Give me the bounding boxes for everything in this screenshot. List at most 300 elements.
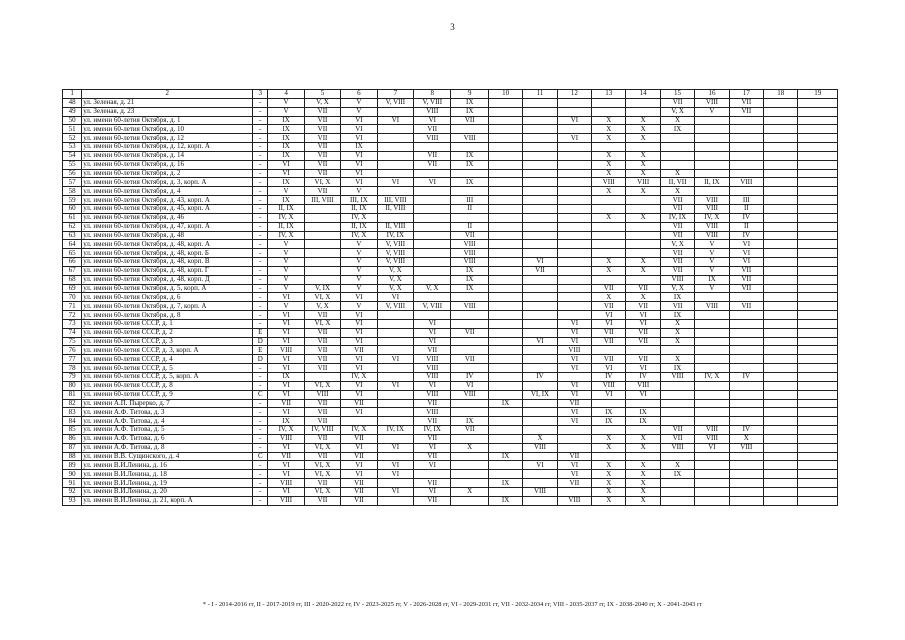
table-cell	[488, 390, 522, 399]
table-cell	[377, 452, 413, 461]
table-cell	[695, 134, 729, 143]
address-cell: ул. имени 60-летия Октября, д. 48, корп. Г	[82, 266, 253, 275]
table-cell	[523, 496, 557, 505]
table-cell: X	[626, 461, 660, 470]
table-cell	[695, 346, 729, 355]
table-cell	[488, 346, 522, 355]
table-cell: VIII	[729, 178, 763, 187]
table-cell	[488, 293, 522, 302]
table-cell	[592, 98, 626, 107]
table-cell	[523, 134, 557, 143]
table-cell: VII	[304, 151, 340, 160]
table-cell	[523, 187, 557, 196]
table-cell: IX	[268, 373, 304, 382]
table-cell: VII	[660, 426, 694, 435]
table-cell: VII	[451, 328, 488, 337]
table-row	[63, 134, 838, 143]
table-cell	[729, 390, 763, 399]
table-cell: VI	[557, 417, 591, 426]
table-cell: IV, X	[268, 231, 304, 240]
table-cell: VIII	[451, 390, 488, 399]
table-cell: VIII	[304, 390, 340, 399]
row-number-cell: 54	[63, 151, 82, 160]
table-cell	[557, 258, 591, 267]
table-cell: VI	[557, 337, 591, 346]
table-cell: VI	[523, 461, 557, 470]
table-cell	[592, 222, 626, 231]
table-row	[63, 417, 838, 426]
table-cell: II, VIII	[377, 204, 413, 213]
table-cell: X	[660, 116, 694, 125]
table-cell: IV	[729, 213, 763, 222]
table-cell: VIII	[626, 178, 660, 187]
table-cell	[729, 408, 763, 417]
table-cell	[488, 302, 522, 311]
table-cell	[729, 487, 763, 496]
table-cell: VI	[626, 311, 660, 320]
table-cell: VI	[268, 408, 304, 417]
table-cell: VII	[729, 275, 763, 284]
table-cell	[764, 346, 798, 355]
table-cell	[660, 452, 694, 461]
table-cell	[764, 426, 798, 435]
table-cell: V, IX	[304, 284, 340, 293]
table-cell: X	[626, 496, 660, 505]
table-row	[63, 196, 838, 205]
table-cell: VIII	[557, 346, 591, 355]
table-cell	[764, 169, 798, 178]
table-cell	[729, 311, 763, 320]
table-cell	[592, 275, 626, 284]
table-cell	[557, 231, 591, 240]
table-cell: VI	[557, 461, 591, 470]
table-cell: VII	[304, 496, 340, 505]
table-cell: V, VIII	[377, 302, 413, 311]
table-cell: VI	[414, 461, 451, 470]
table-cell: -	[253, 487, 268, 496]
table-cell	[488, 222, 522, 231]
table-cell	[764, 134, 798, 143]
table-cell	[798, 222, 838, 231]
table-cell	[523, 249, 557, 258]
table-cell	[523, 346, 557, 355]
row-number-cell: 65	[63, 249, 82, 258]
table-cell	[660, 381, 694, 390]
table-cell: VII	[592, 302, 626, 311]
table-cell	[764, 381, 798, 390]
table-cell: VI	[557, 381, 591, 390]
table-cell: VI	[268, 364, 304, 373]
row-number-cell: 85	[63, 426, 82, 435]
table-cell	[626, 98, 660, 107]
column-header: 10	[488, 90, 522, 99]
table-cell	[695, 408, 729, 417]
table-cell: VII	[341, 496, 377, 505]
table-cell: V	[268, 302, 304, 311]
table-cell	[414, 258, 451, 267]
table-row	[63, 355, 838, 364]
column-header: 12	[557, 90, 591, 99]
row-number-cell: 62	[63, 222, 82, 231]
table-cell	[764, 337, 798, 346]
table-cell	[798, 196, 838, 205]
table-cell: X	[451, 487, 488, 496]
table-cell: X	[626, 266, 660, 275]
table-cell	[660, 346, 694, 355]
table-cell	[557, 443, 591, 452]
table-cell: X	[451, 443, 488, 452]
table-cell	[695, 461, 729, 470]
table-cell: X	[626, 160, 660, 169]
table-cell: II	[451, 222, 488, 231]
table-cell	[695, 355, 729, 364]
table-cell: IX	[451, 417, 488, 426]
row-number-cell: 93	[63, 496, 82, 505]
table-cell	[764, 434, 798, 443]
table-cell: VII	[660, 231, 694, 240]
table-cell	[695, 169, 729, 178]
table-cell: VII	[414, 452, 451, 461]
table-cell	[377, 143, 413, 152]
table-cell	[488, 240, 522, 249]
table-cell: VI	[268, 461, 304, 470]
table-cell	[764, 390, 798, 399]
table-cell: VII	[304, 346, 340, 355]
table-cell	[488, 328, 522, 337]
table-cell: IX	[592, 408, 626, 417]
table-row	[63, 373, 838, 382]
table-cell	[523, 293, 557, 302]
column-header: 15	[660, 90, 694, 99]
table-cell: IX	[488, 496, 522, 505]
table-cell	[729, 461, 763, 470]
table-cell: VII	[341, 346, 377, 355]
table-cell: -	[253, 213, 268, 222]
table-cell	[557, 373, 591, 382]
table-cell	[488, 487, 522, 496]
table-cell: VI	[626, 319, 660, 328]
table-cell	[729, 293, 763, 302]
table-cell	[523, 125, 557, 134]
table-cell	[729, 116, 763, 125]
table-cell: IX	[268, 417, 304, 426]
table-cell: VII	[304, 125, 340, 134]
table-cell: VII	[304, 337, 340, 346]
address-cell: ул. имени 60-летия Октября, д. 48, корп. В	[82, 258, 253, 267]
address-cell: ул. имени 60-летия Октября, д. 7, корп. А	[82, 302, 253, 311]
table-cell: VI, X	[304, 443, 340, 452]
table-cell: VIII	[414, 355, 451, 364]
table-row	[63, 107, 838, 116]
table-cell: E	[253, 346, 268, 355]
table-cell	[729, 364, 763, 373]
table-cell: V	[341, 240, 377, 249]
table-cell	[764, 222, 798, 231]
page-number: 3	[450, 22, 455, 32]
table-cell	[592, 196, 626, 205]
table-cell	[764, 187, 798, 196]
table-cell: VIII	[451, 249, 488, 258]
table-cell: VII	[268, 399, 304, 408]
table-cell	[414, 196, 451, 205]
table-cell	[626, 346, 660, 355]
address-cell: ул. имени 60-летия СССР, д. 5, корп. А	[82, 373, 253, 382]
table-cell	[523, 381, 557, 390]
table-cell	[798, 426, 838, 435]
table-cell: V	[268, 275, 304, 284]
table-cell: V	[268, 266, 304, 275]
table-cell	[695, 311, 729, 320]
table-cell	[695, 452, 729, 461]
table-cell: V	[268, 258, 304, 267]
table-cell	[798, 328, 838, 337]
table-cell: X	[592, 125, 626, 134]
table-cell: V, X	[377, 266, 413, 275]
table-cell	[557, 266, 591, 275]
row-number-cell: 92	[63, 487, 82, 496]
table-cell: VI, IX	[523, 390, 557, 399]
row-number-cell: 50	[63, 116, 82, 125]
table-cell	[377, 364, 413, 373]
table-cell: VII	[626, 328, 660, 337]
table-cell: IX	[451, 107, 488, 116]
table-cell: VIII	[268, 346, 304, 355]
table-cell: -	[253, 293, 268, 302]
address-cell: ул. имени 60-летия Октября, д. 48	[82, 231, 253, 240]
table-cell	[798, 187, 838, 196]
table-cell	[414, 293, 451, 302]
table-cell	[660, 487, 694, 496]
address-cell: ул. имени 60-летия СССР, д. 5	[82, 364, 253, 373]
table-cell	[488, 364, 522, 373]
column-header: 2	[82, 90, 253, 99]
table-cell	[592, 346, 626, 355]
table-cell: -	[253, 311, 268, 320]
table-cell	[304, 258, 340, 267]
table-cell: VIII	[523, 487, 557, 496]
table-cell: VIII	[592, 178, 626, 187]
address-cell: ул. имени 60-летия СССР, д. 2	[82, 328, 253, 337]
table-cell	[729, 160, 763, 169]
address-cell: ул. имени 60-летия Октября, д. 43, корп. А	[82, 196, 253, 205]
row-number-cell: 90	[63, 470, 82, 479]
table-cell	[660, 496, 694, 505]
table-cell	[798, 381, 838, 390]
table-cell	[729, 470, 763, 479]
table-cell: VI	[341, 461, 377, 470]
table-cell	[798, 496, 838, 505]
table-cell	[377, 408, 413, 417]
table-cell: VIII	[695, 231, 729, 240]
table-cell: VI	[341, 470, 377, 479]
address-cell: ул. имени 60-летия СССР, д. 4	[82, 355, 253, 364]
table-cell: X	[592, 293, 626, 302]
table-cell	[488, 151, 522, 160]
table-cell	[557, 151, 591, 160]
address-cell: ул. имени А.П. Пырерко, д. 7	[82, 399, 253, 408]
row-number-cell: 49	[63, 107, 82, 116]
table-cell: VII	[304, 169, 340, 178]
table-row	[63, 319, 838, 328]
table-cell	[488, 98, 522, 107]
address-cell: ул. имени 60-летия Октября, д. 48, корп. Д	[82, 275, 253, 284]
table-cell: V	[341, 266, 377, 275]
table-cell: X	[592, 266, 626, 275]
address-cell: ул. имени В.И.Ленина, д. 18	[82, 470, 253, 479]
table-cell	[729, 169, 763, 178]
row-number-cell: 76	[63, 346, 82, 355]
table-cell: VIII	[451, 240, 488, 249]
row-number-cell: 72	[63, 311, 82, 320]
table-cell: VII	[557, 452, 591, 461]
table-cell: X	[592, 434, 626, 443]
table-cell: VI	[557, 116, 591, 125]
table-cell: IX	[660, 364, 694, 373]
table-cell: X	[626, 169, 660, 178]
table-cell: X	[626, 487, 660, 496]
table-cell: IV, IX	[414, 426, 451, 435]
table-cell	[695, 337, 729, 346]
table-cell: VIII	[695, 302, 729, 311]
address-cell: ул. имени В.И.Ленина, д. 19	[82, 479, 253, 488]
row-number-cell: 73	[63, 319, 82, 328]
table-cell	[695, 487, 729, 496]
table-cell: VII	[414, 399, 451, 408]
table-cell: VII	[592, 355, 626, 364]
table-cell: VII	[304, 187, 340, 196]
address-cell: ул. имени 60-летия СССР, д. 3, корп. А	[82, 346, 253, 355]
table-cell: -	[253, 381, 268, 390]
table-cell	[695, 364, 729, 373]
table-cell: VI	[377, 293, 413, 302]
table-row	[63, 275, 838, 284]
table-cell: VI	[626, 390, 660, 399]
table-cell	[488, 470, 522, 479]
table-cell: IX	[660, 311, 694, 320]
table-cell	[523, 107, 557, 116]
row-number-cell: 78	[63, 364, 82, 373]
table-row	[63, 231, 838, 240]
table-cell	[764, 178, 798, 187]
table-cell: VII	[592, 337, 626, 346]
table-cell: VII	[660, 302, 694, 311]
table-row	[63, 178, 838, 187]
table-cell	[488, 134, 522, 143]
table-cell	[451, 408, 488, 417]
table-cell	[764, 479, 798, 488]
table-cell: VII	[414, 496, 451, 505]
table-cell: VII	[660, 258, 694, 267]
table-cell: IX	[451, 151, 488, 160]
table-cell	[695, 479, 729, 488]
table-cell	[626, 204, 660, 213]
address-cell: ул. имени 60-летия СССР, д. 3	[82, 337, 253, 346]
table-cell: -	[253, 222, 268, 231]
table-cell: VI	[377, 355, 413, 364]
table-cell: V, VIII	[414, 98, 451, 107]
table-cell	[729, 355, 763, 364]
table-cell: IX	[451, 178, 488, 187]
table-cell	[523, 213, 557, 222]
table-cell: VI	[268, 160, 304, 169]
table-cell: II, VIII	[377, 222, 413, 231]
column-header: 6	[341, 90, 377, 99]
table-cell	[764, 311, 798, 320]
address-cell: ул. имени А.Ф. Титова, д. 5	[82, 426, 253, 435]
table-row	[63, 408, 838, 417]
table-cell	[798, 98, 838, 107]
table-cell	[660, 134, 694, 143]
address-cell: ул. имени 60-летия Октября, д. 48, корп. Б	[82, 249, 253, 258]
table-cell	[488, 461, 522, 470]
table-cell: VII	[341, 452, 377, 461]
table-cell: IV	[626, 373, 660, 382]
table-cell	[557, 213, 591, 222]
address-cell: ул. имени 60-летия Октября, д. 14	[82, 151, 253, 160]
table-cell	[557, 293, 591, 302]
table-cell: VI	[341, 319, 377, 328]
table-cell	[488, 258, 522, 267]
table-cell	[592, 107, 626, 116]
table-cell: VI	[341, 328, 377, 337]
table-cell: -	[253, 434, 268, 443]
table-cell	[626, 231, 660, 240]
table-cell	[377, 390, 413, 399]
table-cell	[764, 143, 798, 152]
table-cell: IX	[488, 399, 522, 408]
footnote: * - I - 2014-2016 гг, II - 2017-2019 гг, III - 2020-2022 гг, IV - 2023-2025 гг, V - 2026-2028 гг, VI - 2029-2031 гг, VII - 2032-2034 гг, VIII - 2035-2037 гг, IX - 2038-2040 гг, X - 2041-2043 гг	[202, 601, 703, 608]
table-cell	[764, 328, 798, 337]
table-cell	[488, 107, 522, 116]
table-cell	[764, 496, 798, 505]
table-cell	[695, 319, 729, 328]
table-cell: II, IX	[695, 178, 729, 187]
table-cell: VII	[304, 328, 340, 337]
table-cell	[488, 196, 522, 205]
table-cell: X	[660, 187, 694, 196]
table-cell: C	[253, 452, 268, 461]
table-cell	[764, 266, 798, 275]
table-cell: IV, IX	[660, 213, 694, 222]
table-cell	[798, 434, 838, 443]
table-cell: VI, X	[304, 178, 340, 187]
table-cell: VIII	[268, 434, 304, 443]
table-header-row	[63, 90, 838, 99]
table-cell	[488, 426, 522, 435]
table-cell	[695, 328, 729, 337]
table-cell	[557, 125, 591, 134]
table-cell: X	[592, 187, 626, 196]
table-cell: VI	[341, 160, 377, 169]
table-cell	[377, 134, 413, 143]
table-cell: VII	[414, 434, 451, 443]
table-cell	[488, 187, 522, 196]
table-cell: VI	[414, 319, 451, 328]
table-cell	[764, 399, 798, 408]
table-cell: -	[253, 151, 268, 160]
table-cell	[764, 293, 798, 302]
table-cell: II, IX	[341, 222, 377, 231]
table-cell: X	[592, 487, 626, 496]
table-cell: VIII	[414, 390, 451, 399]
table-cell	[764, 116, 798, 125]
table-cell	[451, 364, 488, 373]
table-cell	[523, 98, 557, 107]
table-cell	[592, 249, 626, 258]
table-cell: VII	[341, 487, 377, 496]
table-cell	[729, 417, 763, 426]
table-cell: IX	[695, 275, 729, 284]
